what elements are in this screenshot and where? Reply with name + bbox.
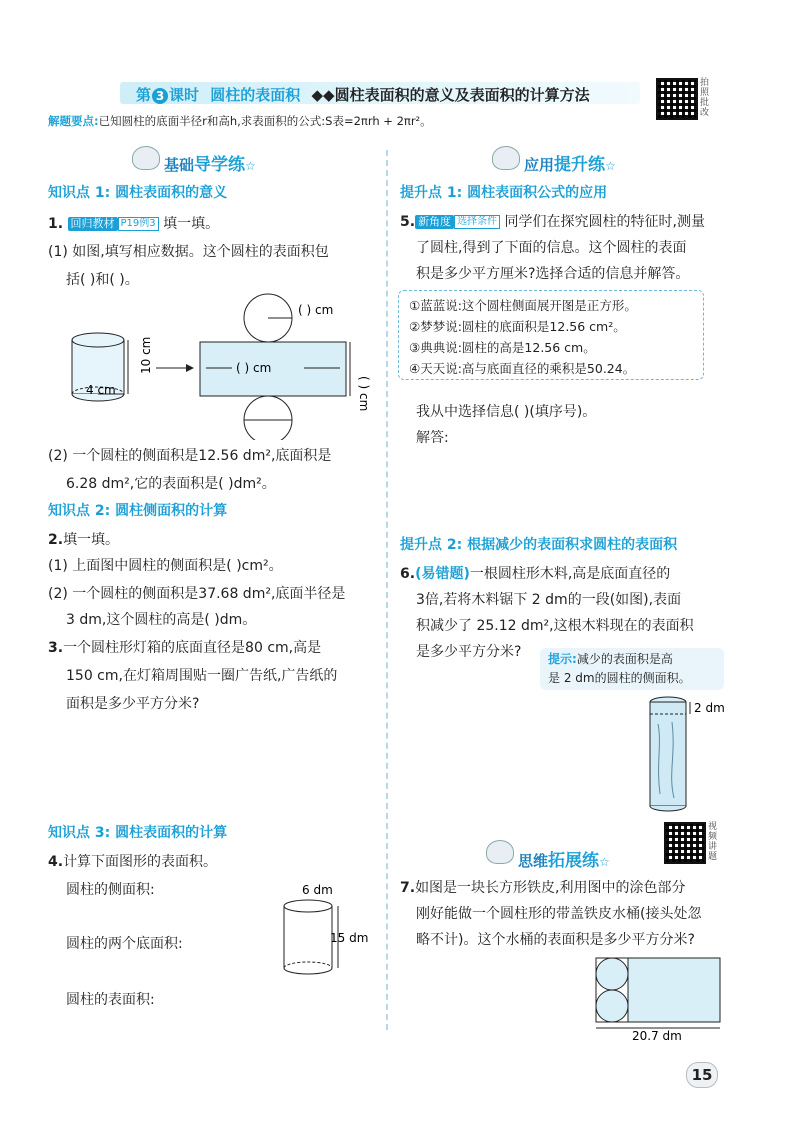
info-box: [398, 290, 704, 380]
star-icon: ☆: [599, 855, 610, 869]
question-number: 6.: [400, 566, 416, 582]
question-text: 同学们在探究圆柱的特征时,测量: [504, 214, 705, 230]
question-2-2-line1: (2) 一个圆柱的侧面积是37.68 dm²,底面半径是: [48, 586, 346, 602]
improvement-point-2: 提升点 2: 根据减少的表面积求圆柱的表面积: [400, 537, 678, 553]
question-6-line1: [400, 560, 670, 588]
question-tag: 新角度: [415, 215, 454, 229]
arrow-head-icon: [186, 364, 194, 372]
question-2-2-line2: 3 dm,这个圆柱的高是( )dm。: [66, 612, 257, 628]
page-subtitle: ◆◆圆柱表面积的意义及表面积的计算方法: [311, 86, 590, 104]
question-1-1-line2: 括( )和( )。: [66, 272, 139, 288]
qr-code-icon[interactable]: [664, 822, 706, 864]
section-title-a: 思维: [518, 852, 549, 870]
question-number: 3.: [48, 640, 64, 656]
question-7-line1: [400, 874, 686, 902]
rect-width-label: ( ) cm: [236, 361, 272, 375]
diameter-label: 6 dm: [302, 884, 333, 897]
info-item: ③典典说:圆柱的高是12.56 cm。: [409, 340, 596, 355]
figure-iron-sheet: [592, 954, 732, 1044]
question-5-choose: 我从中选择信息( )(填序号)。: [416, 404, 597, 420]
star-icon: ☆: [605, 159, 616, 173]
qr-caption: 视频讲题: [708, 822, 718, 862]
height-label: 10 cm: [139, 336, 153, 374]
page-number: 15: [686, 1062, 718, 1088]
cut-length-label: 2 dm: [694, 701, 725, 715]
figure-cylinder-q4: [272, 884, 382, 984]
question-title: 填一填。: [63, 532, 120, 548]
question-5-answer: 解答:: [416, 430, 449, 446]
qr-caption: 拍照批改: [700, 78, 710, 118]
figure-wood-log: [644, 694, 734, 814]
column-divider: [386, 150, 388, 1030]
rect-height-label: ( ) cm: [357, 376, 371, 412]
question-text: 如图是一块长方形铁皮,利用图中的涂色部分: [415, 880, 686, 896]
tip-label: 提示:: [548, 652, 577, 666]
question-7-line2: 刚好能做一个圆柱形的带盖铁皮水桶(接头处忽: [416, 906, 702, 922]
section-title-basic: [164, 150, 256, 175]
question-title: 填一填。: [163, 216, 220, 232]
hint-text: 已知圆柱的底面半径r和高h,求表面积的公式:S表=2πrh + 2πr²。: [98, 114, 432, 128]
section-title-b: 导学练: [194, 155, 246, 175]
question-6-line2: 3倍,若将木料锯下 2 dm的一段(如图),表面: [416, 592, 682, 608]
question-4-header: [48, 848, 217, 876]
question-tag-page: P19例3: [118, 217, 159, 231]
info-item: ④天天说:高与底面直径的乘积是50.24。: [409, 361, 636, 376]
section-title-a: 基础: [164, 156, 195, 174]
question-1-2-line2: 6.28 dm²,它的表面积是( )dm²。: [66, 476, 276, 492]
question-1-1-line1: (1) 如图,填写相应数据。这个圆柱的表面积包: [48, 244, 329, 260]
tip-text-2: 是 2 dm的圆柱的侧面积。: [548, 671, 691, 685]
improvement-point-1: 提升点 1: 圆柱表面积公式的应用: [400, 185, 608, 201]
question-title: 计算下面图形的表面积。: [63, 854, 218, 870]
radius-label: ( ) cm: [298, 303, 334, 317]
question-3-line3: 面积是多少平方分米?: [66, 696, 200, 712]
question-text: 一根圆柱形木料,高是底面直径的: [469, 566, 671, 582]
tip-box: [540, 648, 724, 690]
section-title-a: 应用: [524, 156, 555, 174]
tip-text: 减少的表面积是高: [576, 652, 673, 666]
question-7-line3: 略不计)。这个水桶的表面积是多少平方分米?: [416, 932, 695, 948]
info-item: ①蓝蓝说:这个圆柱侧面展开图是正方形。: [409, 298, 637, 313]
solution-hint: [48, 113, 432, 129]
sheet-length-label: 20.7 dm: [632, 1029, 682, 1043]
question-number: 5.: [400, 214, 416, 230]
net-circle-bottom: [244, 396, 292, 440]
question-5-line1: [400, 208, 705, 236]
page-title: 圆柱的表面积: [210, 86, 301, 104]
lesson-number: 3: [152, 88, 168, 104]
knowledge-point-2: 知识点 2: 圆柱侧面积的计算: [48, 503, 228, 519]
question-1-header: [48, 210, 219, 238]
base-label: 4 cm: [86, 383, 116, 397]
question-number: 1.: [48, 216, 64, 232]
mascot-icon: [132, 146, 160, 170]
question-6-line4: 是多少平方分米?: [416, 644, 522, 660]
mascot-icon: [486, 840, 514, 864]
question-6-line3: 积减少了 25.12 dm²,这根木料现在的表面积: [416, 618, 694, 634]
question-tag: (易错题): [415, 566, 470, 582]
section-title-extend: [518, 846, 610, 871]
figure-cylinder-net: [60, 290, 380, 440]
question-3-line1: [48, 634, 321, 662]
question-5-line3: 积是多少平方厘米?选择合适的信息并解答。: [416, 266, 690, 282]
question-tag-condition: 选择条件: [454, 215, 500, 229]
cylinder-height-label: 15 dm: [330, 931, 369, 945]
question-5-line2: 了圆柱,得到了下面的信息。这个圆柱的表面: [416, 240, 687, 256]
lesson-suffix: 课时: [169, 86, 200, 104]
question-number: 2.: [48, 532, 64, 548]
section-title-b: 拓展练: [548, 851, 600, 871]
question-number: 4.: [48, 854, 64, 870]
lesson-prefix: 第: [136, 86, 152, 104]
question-4-b: 圆柱的两个底面积:: [66, 936, 183, 952]
question-2-header: [48, 526, 119, 554]
mascot-icon: [492, 146, 520, 170]
star-icon: ☆: [245, 159, 256, 173]
info-item: ②梦梦说:圆柱的底面积是12.56 cm²。: [409, 319, 626, 334]
knowledge-point-3: 知识点 3: 圆柱表面积的计算: [48, 825, 228, 841]
hint-label: 解题要点:: [48, 114, 99, 128]
qr-code-icon[interactable]: [656, 78, 698, 120]
lesson-title: [136, 84, 590, 105]
section-title-b: 提升练: [554, 155, 606, 175]
knowledge-point-1: 知识点 1: 圆柱表面积的意义: [48, 185, 228, 201]
question-4-c: 圆柱的表面积:: [66, 992, 155, 1008]
question-tag: 回归教材: [68, 217, 118, 231]
question-4-a: 圆柱的侧面积:: [66, 882, 155, 898]
net-rectangle: [200, 342, 346, 396]
question-text: 一个圆柱形灯箱的底面直径是80 cm,高是: [63, 640, 322, 656]
question-3-line2: 150 cm,在灯箱周围贴一圈广告纸,广告纸的: [66, 668, 338, 684]
question-1-2-line1: (2) 一个圆柱的侧面积是12.56 dm²,底面积是: [48, 448, 332, 464]
question-2-1: (1) 上面图中圆柱的侧面积是( )cm²。: [48, 558, 283, 574]
question-number: 7.: [400, 880, 416, 896]
section-title-apply: [524, 150, 616, 175]
